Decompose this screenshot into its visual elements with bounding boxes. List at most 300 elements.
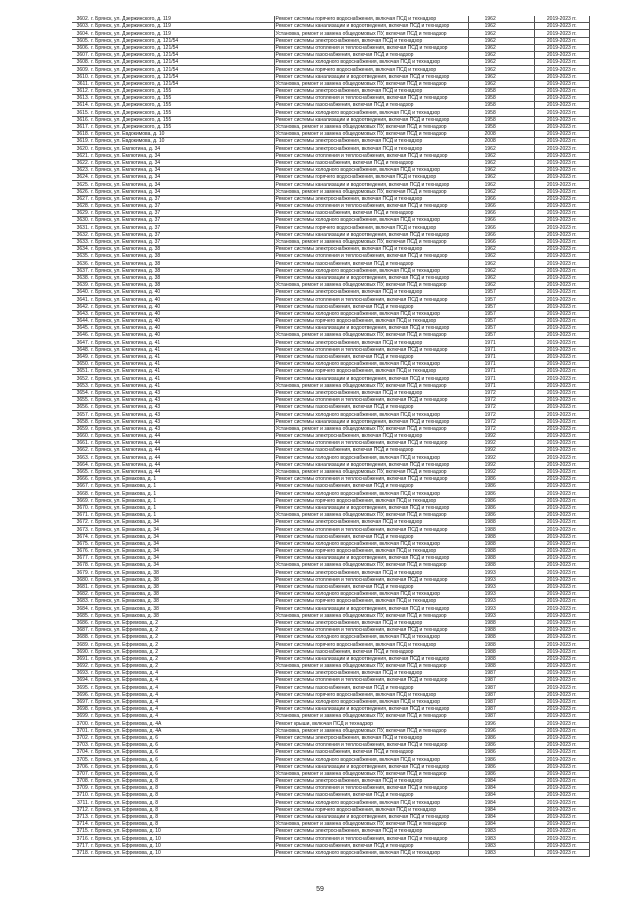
table-row (72, 670, 590, 677)
work-type-cell: Ремонт системы газоснабжения, включая ПСД и технадзор (274, 303, 469, 310)
table-row (72, 777, 590, 784)
table-row (72, 411, 590, 418)
spacer-cell (511, 605, 534, 612)
table-row (72, 37, 590, 44)
table-row (72, 583, 590, 590)
work-type-cell: Ремонт крыши, включая ПСД и технадзор (274, 720, 469, 727)
address-cell: г. Брянск, ул. Емлютина, д. 41 (90, 346, 274, 353)
table-row (72, 641, 590, 648)
work-type-cell: Ремонт системы отопления и теплоснабжения, включая ПСД и технадзор (274, 296, 469, 303)
year-cell: 1987 (469, 677, 512, 684)
year-cell: 1986 (469, 490, 512, 497)
table-row (72, 540, 590, 547)
work-type-cell: Ремонт системы холодного водоснабжения, включая ПСД и технадзор (274, 698, 469, 705)
row-number: 3602. (72, 16, 90, 23)
period-cell: 2019-2023 гг. (534, 734, 589, 741)
spacer-cell (511, 166, 534, 173)
row-number: 3711. (72, 799, 90, 806)
spacer-cell (511, 246, 534, 253)
year-cell: 1992 (469, 440, 512, 447)
period-cell: 2019-2023 гг. (534, 677, 589, 684)
row-number: 3717. (72, 842, 90, 849)
address-cell: г. Брянск, ул. Ефремова, д. 4А (90, 720, 274, 727)
address-cell: г. Брянск, ул. Емлютина, д. 37 (90, 217, 274, 224)
year-cell: 1988 (469, 533, 512, 540)
address-cell: г. Брянск, ул. Дзержинского, д. 155 (90, 102, 274, 109)
table-row (72, 691, 590, 698)
table-row (72, 849, 590, 856)
row-number: 3615. (72, 109, 90, 116)
work-type-cell: Ремонт системы канализации и водоотведения, включая ПСД и технадзор (274, 116, 469, 123)
year-cell: 1987 (469, 706, 512, 713)
address-cell: г. Брянск, ул. Дзержинского, д. 121/54 (90, 66, 274, 73)
period-cell: 2019-2023 гг. (534, 59, 589, 66)
row-number: 3667. (72, 483, 90, 490)
spacer-cell (511, 490, 534, 497)
period-cell: 2019-2023 гг. (534, 842, 589, 849)
year-cell: 1986 (469, 741, 512, 748)
spacer-cell (511, 842, 534, 849)
spacer-cell (511, 483, 534, 490)
spacer-cell (511, 670, 534, 677)
period-cell: 2019-2023 гг. (534, 648, 589, 655)
address-cell: г. Брянск, ул. Ефремова, д. 8 (90, 806, 274, 813)
period-cell: 2019-2023 гг. (534, 310, 589, 317)
row-number: 3715. (72, 828, 90, 835)
period-cell: 2019-2023 гг. (534, 159, 589, 166)
address-cell: г. Брянск, ул. Емлютина, д. 34 (90, 152, 274, 159)
row-number: 3645. (72, 325, 90, 332)
work-type-cell: Ремонт системы горячего водоснабжения, включая ПСД и технадзор (274, 66, 469, 73)
period-cell: 2019-2023 гг. (534, 684, 589, 691)
work-type-cell: Ремонт системы канализации и водоотведения, включая ПСД и технадзор (274, 23, 469, 30)
spacer-cell (511, 44, 534, 51)
spacer-cell (511, 274, 534, 281)
row-number: 3707. (72, 770, 90, 777)
spacer-cell (511, 23, 534, 30)
work-type-cell: Ремонт системы холодного водоснабжения, включая ПСД и технадзор (274, 756, 469, 763)
address-cell: г. Брянск, ул. Емлютина, д. 34 (90, 181, 274, 188)
period-cell: 2019-2023 гг. (534, 253, 589, 260)
period-cell: 2019-2023 гг. (534, 483, 589, 490)
work-type-cell: Установка, ремонт и замена общедомовых ПУ, включая ПСД и технадзор (274, 332, 469, 339)
row-number: 3694. (72, 677, 90, 684)
spacer-cell (511, 303, 534, 310)
spacer-cell (511, 80, 534, 87)
spacer-cell (511, 224, 534, 231)
table-row (72, 253, 590, 260)
period-cell: 2019-2023 гг. (534, 591, 589, 598)
table-row (72, 224, 590, 231)
row-number: 3631. (72, 224, 90, 231)
table-row (72, 138, 590, 145)
year-cell: 1972 (469, 425, 512, 432)
table-row (72, 842, 590, 849)
work-type-cell: Ремонт системы горячего водоснабжения, включая ПСД и технадзор (274, 16, 469, 23)
table-row (72, 281, 590, 288)
year-cell: 1984 (469, 821, 512, 828)
address-cell: г. Брянск, ул. Ефремова, д. 4А (90, 727, 274, 734)
row-number: 3669. (72, 497, 90, 504)
row-number: 3641. (72, 296, 90, 303)
spacer-cell (511, 799, 534, 806)
work-type-cell: Ремонт системы отопления и теплоснабжения, включая ПСД и технадзор (274, 476, 469, 483)
period-cell: 2019-2023 гг. (534, 497, 589, 504)
work-type-cell: Ремонт системы холодного водоснабжения, включая ПСД и технадзор (274, 411, 469, 418)
year-cell: 1972 (469, 389, 512, 396)
address-cell: г. Брянск, ул. Дзержинского, д. 121/54 (90, 44, 274, 51)
period-cell: 2019-2023 гг. (534, 476, 589, 483)
year-cell: 1962 (469, 59, 512, 66)
spacer-cell (511, 555, 534, 562)
work-type-cell: Ремонт системы газоснабжения, включая ПСД и технадзор (274, 842, 469, 849)
spacer-cell (511, 547, 534, 554)
row-number: 3678. (72, 562, 90, 569)
work-type-cell: Ремонт системы канализации и водоотведения, включая ПСД и технадзор (274, 763, 469, 770)
spacer-cell (511, 73, 534, 80)
row-number: 3700. (72, 720, 90, 727)
address-cell: г. Брянск, ул. Емлютина, д. 34 (90, 188, 274, 195)
row-number: 3628. (72, 202, 90, 209)
year-cell: 1983 (469, 835, 512, 842)
work-type-cell: Ремонт системы газоснабжения, включая ПСД и технадзор (274, 51, 469, 58)
spacer-cell (511, 641, 534, 648)
address-cell: г. Брянск, ул. Ефремова, д. 6 (90, 756, 274, 763)
work-type-cell: Ремонт системы канализации и водоотведения, включая ПСД и технадзор (274, 813, 469, 820)
period-cell: 2019-2023 гг. (534, 30, 589, 37)
register-rows (72, 16, 590, 856)
period-cell: 2019-2023 гг. (534, 813, 589, 820)
table-row (72, 612, 590, 619)
address-cell: г. Брянск, ул. Ермакова, д. 1 (90, 497, 274, 504)
address-cell: г. Брянск, ул. Ефремова, д. 4 (90, 670, 274, 677)
work-type-cell: Ремонт системы газоснабжения, включая ПСД и технадзор (274, 102, 469, 109)
work-type-cell: Установка, ремонт и замена общедомовых ПУ, включая ПСД и технадзор (274, 727, 469, 734)
spacer-cell (511, 202, 534, 209)
address-cell: г. Брянск, ул. Дзержинского, д. 119 (90, 30, 274, 37)
year-cell: 1966 (469, 202, 512, 209)
year-cell: 1962 (469, 44, 512, 51)
address-cell: г. Брянск, ул. Ефремова, д. 8 (90, 821, 274, 828)
table-row (72, 533, 590, 540)
row-number: 3703. (72, 741, 90, 748)
table-row (72, 490, 590, 497)
row-number: 3605. (72, 37, 90, 44)
period-cell: 2019-2023 гг. (534, 806, 589, 813)
work-type-cell: Установка, ремонт и замена общедомовых ПУ, включая ПСД и технадзор (274, 511, 469, 518)
row-number: 3636. (72, 260, 90, 267)
row-number: 3710. (72, 792, 90, 799)
period-cell: 2019-2023 гг. (534, 454, 589, 461)
spacer-cell (511, 497, 534, 504)
year-cell: 1986 (469, 770, 512, 777)
period-cell: 2019-2023 гг. (534, 634, 589, 641)
year-cell: 1986 (469, 476, 512, 483)
period-cell: 2019-2023 гг. (534, 317, 589, 324)
address-cell: г. Брянск, ул. Ефремова, д. 8 (90, 792, 274, 799)
year-cell: 1996 (469, 720, 512, 727)
work-type-cell: Ремонт системы горячего водоснабжения, включая ПСД и технадзор (274, 806, 469, 813)
work-type-cell: Ремонт системы электроснабжения, включая ПСД и технадзор (274, 519, 469, 526)
work-type-cell: Ремонт системы электроснабжения, включая ПСД и технадзор (274, 37, 469, 44)
year-cell: 1986 (469, 504, 512, 511)
work-type-cell: Установка, ремонт и замена общедомовых ПУ, включая ПСД и технадзор (274, 770, 469, 777)
period-cell: 2019-2023 гг. (534, 353, 589, 360)
work-type-cell: Ремонт системы отопления и теплоснабжения, включая ПСД и технадзор (274, 396, 469, 403)
address-cell: г. Брянск, ул. Емлютина, д. 34 (90, 166, 274, 173)
address-cell: г. Брянск, ул. Ефремова, д. 2 (90, 662, 274, 669)
table-row (72, 828, 590, 835)
table-row (72, 519, 590, 526)
table-row (72, 231, 590, 238)
work-type-cell: Ремонт системы горячего водоснабжения, включая ПСД и технадзор (274, 547, 469, 554)
spacer-cell (511, 576, 534, 583)
row-number: 3609. (72, 66, 90, 73)
address-cell: г. Брянск, ул. Емлютина, д. 37 (90, 202, 274, 209)
row-number: 3632. (72, 231, 90, 238)
row-number: 3691. (72, 655, 90, 662)
spacer-cell (511, 706, 534, 713)
work-type-cell: Ремонт системы отопления и теплоснабжения, включая ПСД и технадзор (274, 526, 469, 533)
address-cell: г. Брянск, ул. Ефремова, д. 10 (90, 842, 274, 849)
period-cell: 2019-2023 гг. (534, 246, 589, 253)
year-cell: 1992 (469, 468, 512, 475)
table-row (72, 274, 590, 281)
address-cell: г. Брянск, ул. Ефремова, д. 8 (90, 799, 274, 806)
address-cell: г. Брянск, ул. Ермакова, д. 38 (90, 612, 274, 619)
address-cell: г. Брянск, ул. Емлютина, д. 40 (90, 332, 274, 339)
period-cell: 2019-2023 гг. (534, 224, 589, 231)
row-number: 3653. (72, 382, 90, 389)
row-number: 3621. (72, 152, 90, 159)
work-type-cell: Ремонт системы холодного водоснабжения, включая ПСД и технадзор (274, 591, 469, 598)
page-number: 59 (316, 886, 324, 893)
row-number: 3634. (72, 246, 90, 253)
period-cell: 2019-2023 гг. (534, 598, 589, 605)
year-cell: 1957 (469, 325, 512, 332)
row-number: 3644. (72, 317, 90, 324)
year-cell: 1988 (469, 540, 512, 547)
period-cell: 2019-2023 гг. (534, 540, 589, 547)
table-row (72, 195, 590, 202)
year-cell: 1962 (469, 51, 512, 58)
spacer-cell (511, 447, 534, 454)
period-cell: 2019-2023 гг. (534, 73, 589, 80)
period-cell: 2019-2023 гг. (534, 821, 589, 828)
period-cell: 2019-2023 гг. (534, 555, 589, 562)
year-cell: 1962 (469, 188, 512, 195)
period-cell: 2019-2023 гг. (534, 267, 589, 274)
year-cell: 1983 (469, 849, 512, 856)
address-cell: г. Брянск, ул. Емлютина, д. 43 (90, 404, 274, 411)
period-cell: 2019-2023 гг. (534, 166, 589, 173)
year-cell: 1984 (469, 785, 512, 792)
year-cell: 1993 (469, 598, 512, 605)
table-row (72, 591, 590, 598)
period-cell: 2019-2023 гг. (534, 655, 589, 662)
period-cell: 2019-2023 гг. (534, 368, 589, 375)
year-cell: 1988 (469, 634, 512, 641)
work-type-cell: Ремонт системы электроснабжения, включая ПСД и технадзор (274, 670, 469, 677)
table-row (72, 310, 590, 317)
row-number: 3668. (72, 490, 90, 497)
work-type-cell: Ремонт системы горячего водоснабжения, включая ПСД и технадзор (274, 368, 469, 375)
work-type-cell: Ремонт системы канализации и водоотведения, включая ПСД и технадзор (274, 706, 469, 713)
period-cell: 2019-2023 гг. (534, 51, 589, 58)
work-type-cell: Ремонт системы отопления и теплоснабжения, включая ПСД и технадзор (274, 44, 469, 51)
year-cell: 1984 (469, 792, 512, 799)
work-type-cell: Ремонт системы канализации и водоотведения, включая ПСД и технадзор (274, 325, 469, 332)
table-row (72, 396, 590, 403)
work-type-cell: Ремонт системы холодного водоснабжения, включая ПСД и технадзор (274, 454, 469, 461)
address-cell: г. Брянск, ул. Дзержинского, д. 121/54 (90, 73, 274, 80)
year-cell: 1962 (469, 66, 512, 73)
period-cell: 2019-2023 гг. (534, 325, 589, 332)
work-type-cell: Ремонт системы газоснабжения, включая ПСД и технадзор (274, 648, 469, 655)
work-type-cell: Ремонт системы электроснабжения, включая ПСД и технадзор (274, 145, 469, 152)
table-row (72, 425, 590, 432)
table-row (72, 483, 590, 490)
row-number: 3657. (72, 411, 90, 418)
year-cell: 1986 (469, 483, 512, 490)
work-type-cell: Ремонт системы холодного водоснабжения, включая ПСД и технадзор (274, 540, 469, 547)
address-cell: г. Брянск, ул. Емлютина, д. 41 (90, 339, 274, 346)
row-number: 3664. (72, 461, 90, 468)
spacer-cell (511, 425, 534, 432)
period-cell: 2019-2023 гг. (534, 217, 589, 224)
year-cell: 1972 (469, 404, 512, 411)
spacer-cell (511, 109, 534, 116)
year-cell: 1986 (469, 763, 512, 770)
period-cell: 2019-2023 гг. (534, 418, 589, 425)
year-cell: 1962 (469, 253, 512, 260)
row-number: 3638. (72, 274, 90, 281)
spacer-cell (511, 677, 534, 684)
table-row (72, 468, 590, 475)
period-cell: 2019-2023 гг. (534, 504, 589, 511)
period-cell: 2019-2023 гг. (534, 562, 589, 569)
table-row (72, 461, 590, 468)
period-cell: 2019-2023 гг. (534, 37, 589, 44)
row-number: 3646. (72, 332, 90, 339)
table-row (72, 188, 590, 195)
period-cell: 2019-2023 гг. (534, 835, 589, 842)
address-cell: г. Брянск, ул. Емлютина, д. 43 (90, 389, 274, 396)
spacer-cell (511, 339, 534, 346)
address-cell: г. Брянск, ул. Ермакова, д. 38 (90, 591, 274, 598)
row-number: 3660. (72, 432, 90, 439)
spacer-cell (511, 51, 534, 58)
table-row (72, 756, 590, 763)
row-number: 3708. (72, 777, 90, 784)
row-number: 3622. (72, 159, 90, 166)
spacer-cell (511, 87, 534, 94)
work-type-cell: Ремонт системы электроснабжения, включая ПСД и технадзор (274, 777, 469, 784)
row-number: 3620. (72, 145, 90, 152)
year-cell: 1984 (469, 806, 512, 813)
period-cell: 2019-2023 гг. (534, 720, 589, 727)
table-row (72, 684, 590, 691)
table-row (72, 720, 590, 727)
row-number: 3695. (72, 684, 90, 691)
year-cell: 1992 (469, 461, 512, 468)
year-cell: 1988 (469, 519, 512, 526)
address-cell: г. Брянск, ул. Ефремова, д. 2 (90, 626, 274, 633)
row-number: 3635. (72, 253, 90, 260)
address-cell: г. Брянск, ул. Дзержинского, д. 121/54 (90, 59, 274, 66)
spacer-cell (511, 540, 534, 547)
work-type-cell: Ремонт системы холодного водоснабжения, включая ПСД и технадзор (274, 849, 469, 856)
table-row (72, 569, 590, 576)
address-cell: г. Брянск, ул. Ефремова, д. 8 (90, 785, 274, 792)
address-cell: г. Брянск, ул. Емлютина, д. 43 (90, 396, 274, 403)
row-number: 3661. (72, 440, 90, 447)
work-type-cell: Ремонт системы холодного водоснабжения, включая ПСД и технадзор (274, 59, 469, 66)
work-type-cell: Ремонт системы горячего водоснабжения, включая ПСД и технадзор (274, 497, 469, 504)
row-number: 3693. (72, 670, 90, 677)
work-type-cell: Ремонт системы отопления и теплоснабжения, включая ПСД и технадзор (274, 677, 469, 684)
work-type-cell: Ремонт системы горячего водоснабжения, включая ПСД и технадзор (274, 174, 469, 181)
table-row (72, 734, 590, 741)
year-cell: 1988 (469, 562, 512, 569)
spacer-cell (511, 698, 534, 705)
year-cell: 1962 (469, 80, 512, 87)
spacer-cell (511, 174, 534, 181)
table-row (72, 821, 590, 828)
period-cell: 2019-2023 гг. (534, 799, 589, 806)
address-cell: г. Брянск, ул. Емлютина, д. 44 (90, 432, 274, 439)
row-number: 3687. (72, 626, 90, 633)
spacer-cell (511, 777, 534, 784)
spacer-cell (511, 332, 534, 339)
year-cell: 1992 (469, 454, 512, 461)
address-cell: г. Брянск, ул. Ермакова, д. 34 (90, 555, 274, 562)
year-cell: 2008 (469, 131, 512, 138)
address-cell: г. Брянск, ул. Ефремова, д. 6 (90, 763, 274, 770)
table-row (72, 317, 590, 324)
work-type-cell: Установка, ремонт и замена общедомовых ПУ, включая ПСД и технадзор (274, 188, 469, 195)
spacer-cell (511, 325, 534, 332)
address-cell: г. Брянск, ул. Ефремова, д. 10 (90, 828, 274, 835)
work-type-cell: Ремонт системы газоснабжения, включая ПСД и технадзор (274, 353, 469, 360)
table-row (72, 576, 590, 583)
table-row (72, 432, 590, 439)
spacer-cell (511, 281, 534, 288)
period-cell: 2019-2023 гг. (534, 274, 589, 281)
address-cell: г. Брянск, ул. Ефремова, д. 10 (90, 835, 274, 842)
period-cell: 2019-2023 гг. (534, 526, 589, 533)
year-cell: 1966 (469, 224, 512, 231)
table-row (72, 116, 590, 123)
year-cell: 1958 (469, 95, 512, 102)
year-cell: 1992 (469, 432, 512, 439)
spacer-cell (511, 634, 534, 641)
address-cell: г. Брянск, ул. Ефремова, д. 4 (90, 691, 274, 698)
table-row (72, 87, 590, 94)
work-type-cell: Установка, ремонт и замена общедомовых ПУ, включая ПСД и технадзор (274, 80, 469, 87)
work-type-cell: Ремонт системы газоснабжения, включая ПСД и технадзор (274, 684, 469, 691)
table-row (72, 418, 590, 425)
table-row (72, 677, 590, 684)
table-row (72, 792, 590, 799)
period-cell: 2019-2023 гг. (534, 576, 589, 583)
spacer-cell (511, 396, 534, 403)
period-cell: 2019-2023 гг. (534, 202, 589, 209)
address-cell: г. Брянск, ул. Ефремова, д. 6 (90, 770, 274, 777)
year-cell: 1993 (469, 612, 512, 619)
year-cell: 1962 (469, 145, 512, 152)
year-cell: 1987 (469, 691, 512, 698)
